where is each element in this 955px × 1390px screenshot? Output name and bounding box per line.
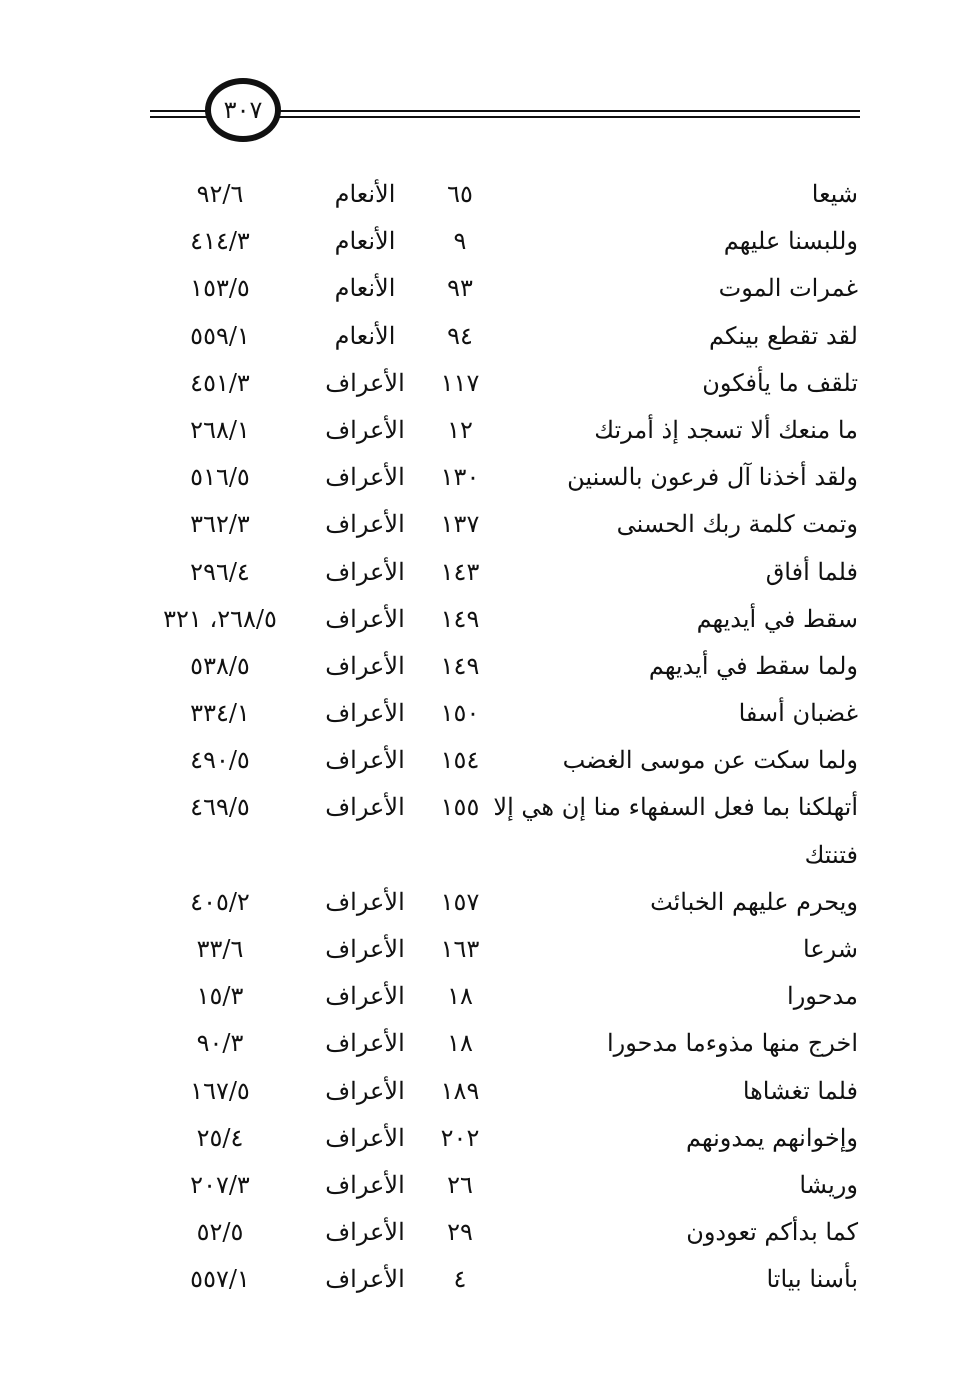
index-row [0, 359, 955, 406]
index-phrase: فلما تغشاها [742, 1076, 858, 1105]
index-phrase: غمرات الموت [718, 274, 858, 303]
volume-page-reference: ٣٣/٦ [196, 935, 244, 963]
volume-page-reference: ١٥٣/٥ [190, 274, 250, 303]
verse-number: ٩ [453, 227, 467, 256]
index-row [0, 406, 955, 453]
index-row [0, 453, 955, 500]
page-number [205, 78, 281, 142]
index-phrase: ولقد أخذنا آل فرعون بالسنين [567, 463, 858, 492]
index-phrase: وريشا [799, 1170, 858, 1199]
index-row [0, 1019, 955, 1066]
surah-name: الأعراف [325, 699, 405, 728]
volume-page-reference: ٥٥٩/١ [190, 321, 250, 350]
volume-page-reference: ٢٥/٤ [196, 1123, 244, 1152]
verse-number: ١٥٠ [440, 699, 480, 728]
volume-page-reference: ١٥/٣ [196, 982, 244, 1011]
verse-number: ١٣٧ [440, 510, 480, 539]
verse-number: ١٥٥ [440, 793, 480, 822]
index-row [0, 1208, 955, 1255]
volume-page-reference: ٩٢/٦ [196, 180, 244, 208]
index-phrase: ما منعك ألا تسجد إذ أمرتك [594, 415, 858, 444]
volume-page-reference: ٤٩٠/٥ [190, 746, 250, 775]
surah-name: الأعراف [325, 935, 405, 963]
volume-page-reference: ١٦٧/٥ [190, 1076, 250, 1105]
index-phrase: وللبسنا عليهم [723, 227, 858, 256]
surah-name: الأعراف [325, 1123, 405, 1152]
surah-name: الأعراف [325, 793, 405, 822]
verse-number: ١٤٩ [440, 651, 480, 680]
verse-number: ٢٠٢ [440, 1123, 480, 1152]
surah-name: الأعراف [325, 1076, 405, 1105]
surah-name: الأعراف [325, 463, 405, 492]
surah-name: الأعراف [325, 1218, 405, 1247]
volume-page-reference: ٥١٦/٥ [190, 463, 250, 492]
index-phrase: وتمت كلمة ربك الحسنى [616, 510, 858, 539]
index-phrase: ولما سكت عن موسى الغضب [562, 746, 858, 775]
volume-page-reference: ٤٥١/٣ [190, 368, 250, 397]
index-row [0, 972, 955, 1019]
index-phrase: وإخوانهم يمدونهم [686, 1123, 858, 1152]
index-phrase: غضبان أسفا [738, 699, 858, 728]
surah-name: الأعراف [325, 746, 405, 775]
index-row [0, 1161, 955, 1208]
surah-name: الأعراف [325, 982, 405, 1011]
volume-page-reference: ٩٠/٣ [196, 1029, 244, 1058]
verse-number: ١٤٣ [440, 557, 480, 586]
verse-number: ٩٤ [447, 321, 473, 350]
surah-name: الأعراف [325, 1265, 405, 1294]
surah-name: الأنعام [334, 227, 396, 256]
index-phrase: لقد تقطع بينكم [709, 321, 858, 350]
index-phrase: شرعا [803, 935, 858, 963]
volume-page-reference: ٢٦٨/٥، ٣٢١ [163, 604, 277, 633]
surah-name: الأعراف [325, 604, 405, 633]
index-row [0, 264, 955, 311]
surah-name: الأعراف [325, 1170, 405, 1199]
surah-name: الأعراف [325, 887, 405, 916]
surah-name: الأعراف [325, 510, 405, 539]
index-row [0, 170, 955, 217]
surah-name: الأعراف [325, 557, 405, 586]
verse-number: ١١٧ [440, 368, 480, 397]
index-row [0, 1067, 955, 1114]
index-row-continuation [0, 831, 955, 878]
surah-name: الأعراف [325, 368, 405, 397]
verse-number: ٩٣ [447, 274, 473, 303]
index-row [0, 1114, 955, 1161]
surah-name: الأنعام [334, 274, 396, 303]
index-phrase: بأسنا بياتا [766, 1265, 858, 1294]
volume-page-reference: ٣٣٤/١ [190, 699, 250, 728]
verse-number: ١٨٩ [440, 1076, 480, 1105]
surah-name: الأعراف [325, 415, 405, 444]
index-row [0, 689, 955, 736]
index-row [0, 736, 955, 783]
index-phrase: فلما أفاق [765, 557, 858, 586]
index-row [0, 312, 955, 359]
surah-name: الأعراف [325, 651, 405, 680]
verse-number: ١٢ [447, 415, 473, 444]
index-row [0, 595, 955, 642]
volume-page-reference: ٤١٤/٣ [190, 227, 250, 256]
verse-number: ١٨ [447, 1029, 473, 1058]
index-row [0, 500, 955, 547]
volume-page-reference: ٤٦٩/٥ [190, 793, 250, 822]
volume-page-reference: ٥٥٧/١ [190, 1265, 250, 1294]
index-phrase: تلقف ما يأفكون [702, 368, 858, 397]
verse-number: ١٣٠ [440, 463, 480, 492]
index-phrase: كما بدأكم تعودون [686, 1218, 858, 1247]
verse-number: ١٥٧ [440, 887, 480, 916]
volume-page-reference: ٢٩٦/٤ [190, 557, 250, 586]
index-phrase: أتهلكنا بما فعل السفهاء منا إن هي إلا [493, 793, 858, 822]
verse-number: ٤ [453, 1265, 467, 1294]
surah-name: الأنعام [334, 180, 396, 208]
index-phrase: ولما سقط في أيديهم [648, 651, 858, 680]
verse-number: ٢٦ [447, 1170, 473, 1199]
index-row [0, 548, 955, 595]
index-table [0, 170, 955, 1303]
index-row [0, 642, 955, 689]
index-phrase: مدحورا [787, 982, 858, 1011]
surah-name: الأنعام [334, 321, 396, 350]
index-row [0, 783, 955, 830]
volume-page-reference: ٤٠٥/٢ [190, 887, 250, 916]
volume-page-reference: ٢٦٨/١ [190, 415, 250, 444]
index-row [0, 1255, 955, 1302]
verse-number: ١٨ [447, 982, 473, 1011]
verse-number: ١٦٣ [440, 935, 480, 963]
index-phrase: شيعا [811, 180, 858, 208]
verse-number: ٢٩ [447, 1218, 473, 1247]
index-phrase-continuation: فتنتك [804, 840, 858, 869]
verse-number: ١٤٩ [440, 604, 480, 633]
page-number-text: ٣٠٧ [223, 96, 263, 124]
volume-page-reference: ٢٠٧/٣ [190, 1170, 250, 1199]
volume-page-reference: ٥٣٨/٥ [190, 651, 250, 680]
volume-page-reference: ٣٦٢/٣ [190, 510, 250, 539]
index-row [0, 925, 955, 972]
index-phrase: سقط في أيديهم [696, 604, 858, 633]
volume-page-reference: ٥٢/٥ [196, 1218, 244, 1247]
index-phrase: ويحرم عليهم الخبائث [650, 887, 858, 916]
verse-number: ١٥٤ [440, 746, 480, 775]
index-row [0, 878, 955, 925]
surah-name: الأعراف [325, 1029, 405, 1058]
index-row [0, 217, 955, 264]
verse-number: ٦٥ [447, 180, 473, 208]
index-phrase: اخرج منها مذوءما مدحورا [606, 1029, 858, 1058]
